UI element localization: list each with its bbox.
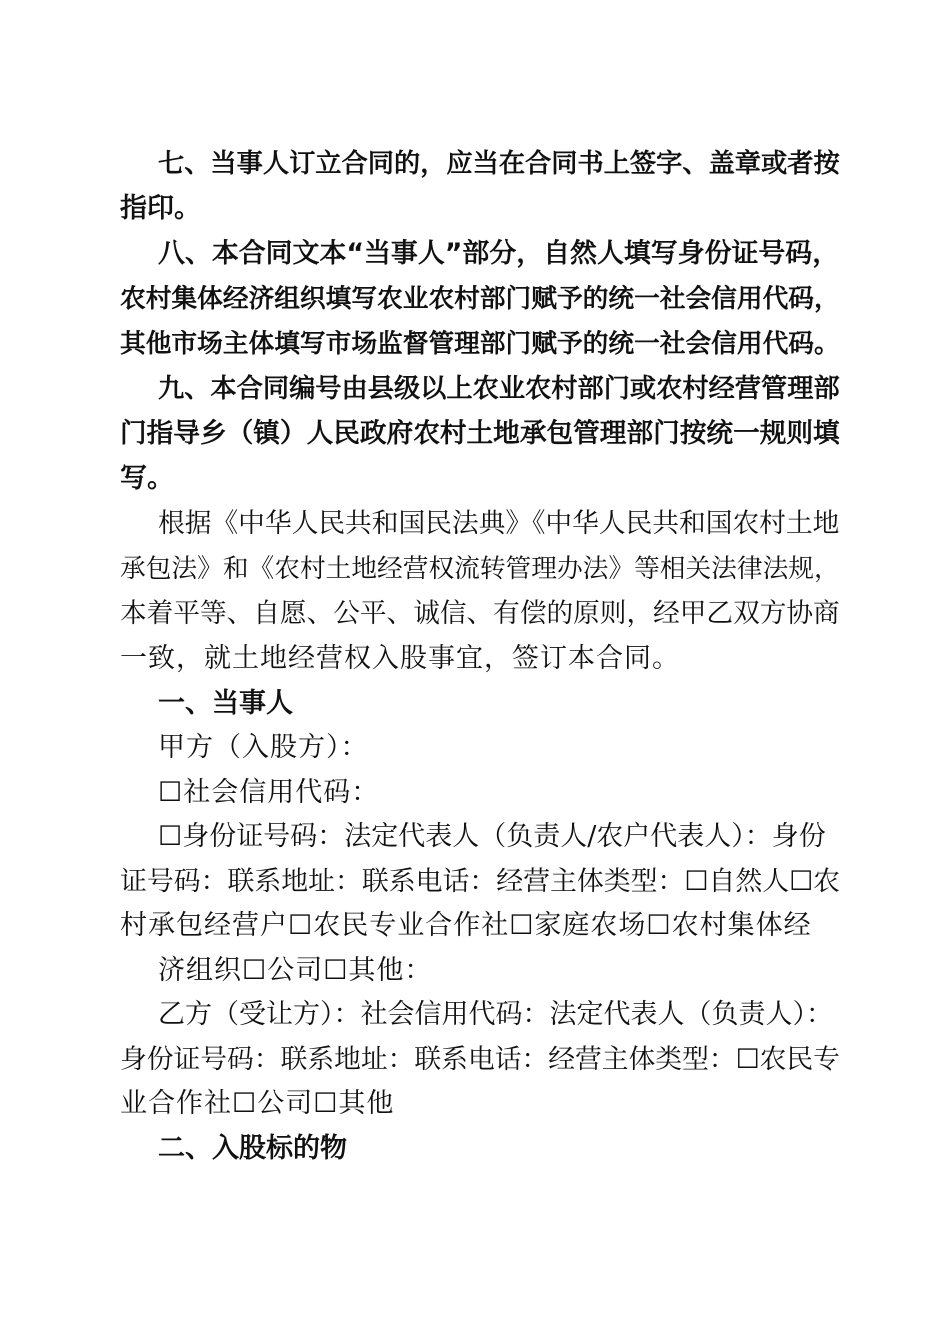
note-8-line-2: 农村集体经济组织填写农业农村部门赋予的统一社会信用代码， bbox=[120, 284, 840, 314]
party-a-details-line-1: ☐身份证号码：法定代表人（负责人/农户代表人）：身份 bbox=[158, 821, 826, 852]
preamble-line-2: 承包法》和《农村土地经营权流转管理办法》等相关法律法规， bbox=[120, 554, 840, 584]
party-a-details-line-2: 证号码：联系地址：联系电话：经营主体类型：☐自然人☐农 bbox=[120, 866, 841, 897]
note-9-line-3: 写。 bbox=[120, 463, 174, 494]
party-a-credit-code: ☐社会信用代码： bbox=[158, 777, 380, 808]
party-b-line-1: 乙方（受让方）：社会信用代码：法定代表人（负责人）： bbox=[158, 999, 833, 1030]
note-7-line-2: 指印。 bbox=[120, 193, 201, 224]
party-a-details-line-3: 村承包经营户☐农民专业合作社☐家庭农场☐农村集体经 bbox=[120, 910, 812, 941]
note-9-line-2: 门指导乡（镇）人民政府农村土地承包管理部门按统一规则填 bbox=[120, 418, 840, 449]
note-8-line-3: 其他市场主体填写市场监督管理部门赋予的统一社会信用代码。 bbox=[120, 329, 840, 359]
preamble-line-4: 一致，就土地经营权入股事宜，签订本合同。 bbox=[120, 643, 680, 674]
party-b-line-3: 业合作社☐公司☐其他 bbox=[120, 1088, 395, 1119]
note-9-line-1: 九、本合同编号由县级以上农业农村部门或农村经营管理部 bbox=[158, 374, 840, 404]
section-1-heading: 一、当事人 bbox=[158, 688, 293, 719]
preamble-line-3: 本着平等、自愿、公平、诚信、有偿的原则，经甲乙双方协商 bbox=[120, 598, 840, 629]
note-7-line-1: 七、当事人订立合同的，应当在合同书上签字、盖章或者按 bbox=[158, 149, 840, 179]
party-a-title: 甲方（入股方）： bbox=[158, 732, 369, 763]
party-a-details-line-4: 济组织☐公司☐其他： bbox=[158, 955, 433, 986]
section-2-heading: 二、入股标的物 bbox=[158, 1133, 347, 1164]
preamble-line-1: 根据《中华人民共和国民法典》《中华人民共和国农村土地 bbox=[158, 508, 840, 539]
party-b-line-2: 身份证号码：联系地址：联系电话：经营主体类型：☐农民专 bbox=[120, 1044, 840, 1075]
note-8-line-1: 八、本合同文本“当事人”部分，自然人填写身份证号码， bbox=[158, 238, 840, 269]
